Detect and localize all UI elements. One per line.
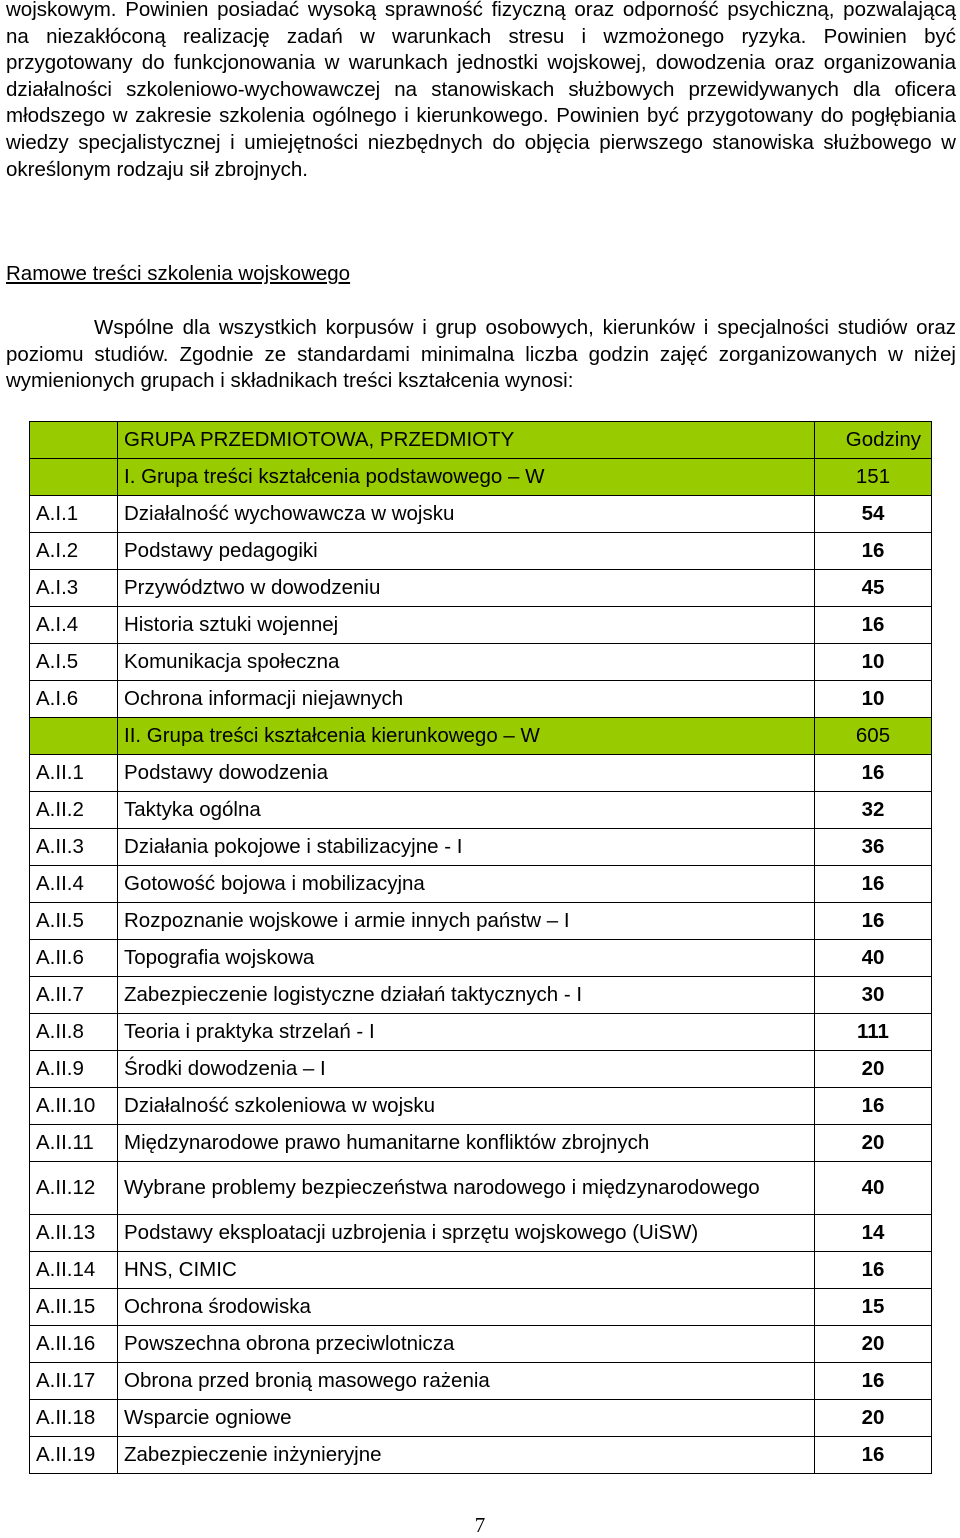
subject-hours: 16 bbox=[815, 903, 932, 940]
subject-code: A.I.1 bbox=[30, 496, 118, 533]
subject-code: A.II.1 bbox=[30, 755, 118, 792]
table-row bbox=[30, 1363, 932, 1400]
subject-name: Powszechna obrona przeciwlotnicza bbox=[118, 1326, 815, 1363]
subject-name: Przywództwo w dowodzeniu bbox=[118, 570, 815, 607]
table-row bbox=[30, 496, 932, 533]
subject-name: Zabezpieczenie logistyczne działań taktycznych - I bbox=[118, 977, 815, 1014]
group-code-cell bbox=[30, 459, 118, 496]
subject-code: A.I.6 bbox=[30, 681, 118, 718]
subject-hours: 20 bbox=[815, 1326, 932, 1363]
subject-hours: 16 bbox=[815, 1363, 932, 1400]
subject-code: A.I.4 bbox=[30, 607, 118, 644]
group-code-cell bbox=[30, 718, 118, 755]
subject-hours: 10 bbox=[815, 644, 932, 681]
table-row bbox=[30, 1014, 932, 1051]
subject-name: Wybrane problemy bezpieczeństwa narodowego i międzynarodowego bbox=[118, 1162, 815, 1215]
subject-hours: 111 bbox=[815, 1014, 932, 1051]
subject-hours: 15 bbox=[815, 1289, 932, 1326]
subject-name: Komunikacja społeczna bbox=[118, 644, 815, 681]
group-row-directional bbox=[30, 718, 932, 755]
subject-hours: 16 bbox=[815, 1252, 932, 1289]
table-row bbox=[30, 1400, 932, 1437]
table-row bbox=[30, 533, 932, 570]
subject-name: Działania pokojowe i stabilizacyjne - I bbox=[118, 829, 815, 866]
subject-hours: 16 bbox=[815, 755, 932, 792]
header-hours-cell: Godziny bbox=[815, 422, 932, 459]
table-row bbox=[30, 644, 932, 681]
table-row bbox=[30, 940, 932, 977]
subject-code: A.II.13 bbox=[30, 1215, 118, 1252]
table-header-row bbox=[30, 422, 932, 459]
table-row bbox=[30, 570, 932, 607]
subject-code: A.II.6 bbox=[30, 940, 118, 977]
subject-name: Podstawy dowodzenia bbox=[118, 755, 815, 792]
subject-name: Środki dowodzenia – I bbox=[118, 1051, 815, 1088]
subject-code: A.I.3 bbox=[30, 570, 118, 607]
subject-code: A.II.10 bbox=[30, 1088, 118, 1125]
table-row bbox=[30, 1051, 932, 1088]
table-row bbox=[30, 829, 932, 866]
subject-hours: 32 bbox=[815, 792, 932, 829]
page-number: 7 bbox=[474, 1513, 486, 1537]
table-row bbox=[30, 977, 932, 1014]
subject-code: A.II.9 bbox=[30, 1051, 118, 1088]
subject-code: A.II.11 bbox=[30, 1125, 118, 1162]
subject-code: A.II.19 bbox=[30, 1437, 118, 1474]
subject-name: Historia sztuki wojennej bbox=[118, 607, 815, 644]
subject-code: A.II.7 bbox=[30, 977, 118, 1014]
subject-code: A.I.5 bbox=[30, 644, 118, 681]
subject-hours: 16 bbox=[815, 866, 932, 903]
subject-code: A.II.17 bbox=[30, 1363, 118, 1400]
table-row bbox=[30, 1215, 932, 1252]
table-row bbox=[30, 681, 932, 718]
subject-code: A.II.2 bbox=[30, 792, 118, 829]
subject-name: Międzynarodowe prawo humanitarne konfliktów zbrojnych bbox=[118, 1125, 815, 1162]
group-row-basic bbox=[30, 459, 932, 496]
subject-hours: 16 bbox=[815, 533, 932, 570]
group-hours-cell: 151 bbox=[815, 459, 932, 496]
table-row bbox=[30, 1125, 932, 1162]
subject-name: Rozpoznanie wojskowe i armie innych państw – I bbox=[118, 903, 815, 940]
subject-code: A.II.18 bbox=[30, 1400, 118, 1437]
subject-hours: 30 bbox=[815, 977, 932, 1014]
subject-hours: 20 bbox=[815, 1051, 932, 1088]
subject-hours: 16 bbox=[815, 1437, 932, 1474]
table-row bbox=[30, 866, 932, 903]
subject-name: Podstawy eksploatacji uzbrojenia i sprzętu wojskowego (UiSW) bbox=[118, 1215, 815, 1252]
subject-hours: 14 bbox=[815, 1215, 932, 1252]
subject-hours: 40 bbox=[815, 1162, 932, 1215]
subject-name: Podstawy pedagogiki bbox=[118, 533, 815, 570]
subject-name: Gotowość bojowa i mobilizacyjna bbox=[118, 866, 815, 903]
subject-code: A.II.15 bbox=[30, 1289, 118, 1326]
subject-name: Ochrona środowiska bbox=[118, 1289, 815, 1326]
subject-code: A.II.16 bbox=[30, 1326, 118, 1363]
subject-hours: 16 bbox=[815, 1088, 932, 1125]
subject-name: HNS, CIMIC bbox=[118, 1252, 815, 1289]
subject-hours: 45 bbox=[815, 570, 932, 607]
section-paragraph: Wspólne dla wszystkich korpusów i grup osobowych, kierunków i specjalności studiów oraz poziomu studiów. Zgodnie ze standardami minimalna liczba godzin zajęć zorganizowanych w niżej wymienionych grupach i składnikach treści kształcenia wynosi: bbox=[6, 316, 956, 393]
subject-code: A.II.4 bbox=[30, 866, 118, 903]
table-row bbox=[30, 792, 932, 829]
subject-name: Taktyka ogólna bbox=[118, 792, 815, 829]
subject-name: Obrona przed bronią masowego rażenia bbox=[118, 1363, 815, 1400]
subject-hours: 20 bbox=[815, 1125, 932, 1162]
subject-code: A.II.12 bbox=[30, 1162, 118, 1215]
header-code-cell bbox=[30, 422, 118, 459]
subjects-table-body bbox=[30, 422, 932, 1474]
section-heading: Ramowe treści szkolenia wojskowego bbox=[6, 262, 351, 285]
subject-name: Topografia wojskowa bbox=[118, 940, 815, 977]
subject-name: Działalność szkoleniowa w wojsku bbox=[118, 1088, 815, 1125]
group-name-cell: II. Grupa treści kształcenia kierunkowego – W bbox=[118, 718, 815, 755]
table-row bbox=[30, 1088, 932, 1125]
subject-name: Wsparcie ogniowe bbox=[118, 1400, 815, 1437]
subject-name: Działalność wychowawcza w wojsku bbox=[118, 496, 815, 533]
table-row bbox=[30, 607, 932, 644]
subject-hours: 10 bbox=[815, 681, 932, 718]
table-row bbox=[30, 1162, 932, 1215]
subject-code: A.II.14 bbox=[30, 1252, 118, 1289]
table-row bbox=[30, 1437, 932, 1474]
subject-code: A.I.2 bbox=[30, 533, 118, 570]
subject-name: Teoria i praktyka strzelań - I bbox=[118, 1014, 815, 1051]
subject-name: Zabezpieczenie inżynieryjne bbox=[118, 1437, 815, 1474]
subject-hours: 40 bbox=[815, 940, 932, 977]
group-name-cell: I. Grupa treści kształcenia podstawowego – W bbox=[118, 459, 815, 496]
subject-code: A.II.5 bbox=[30, 903, 118, 940]
subject-hours: 54 bbox=[815, 496, 932, 533]
subject-hours: 16 bbox=[815, 607, 932, 644]
table-row bbox=[30, 903, 932, 940]
table-row bbox=[30, 1289, 932, 1326]
table-row bbox=[30, 1326, 932, 1363]
subject-hours: 20 bbox=[815, 1400, 932, 1437]
header-name-cell: GRUPA PRZEDMIOTOWA, PRZEDMIOTY bbox=[118, 422, 815, 459]
subject-code: A.II.8 bbox=[30, 1014, 118, 1051]
table-row bbox=[30, 755, 932, 792]
intro-paragraph: wojskowym. Powinien posiadać wysoką sprawność fizyczną oraz odporność psychiczną, pozwalającą na niezakłóconą realizację zadań w warunkach stresu i wzmożonego ryzyka. Powinien być przygotowany do funkcjonowania w warunkach jednostki wojskowej, dowodzenia oraz organizowania działalności szkoleniowo-wychowawczej na stanowiskach służbowych przewidywanych dla oficera młodszego w zakresie szkolenia ogólnego i kierunkowego. Powinien być przygotowany do pogłębiania wiedzy specjalistycznej i umiejętności niezbędnych do objęcia pierwszego stanowiska służbowego w określonym rodzaju sił zbrojnych. bbox=[6, 0, 956, 181]
table-row bbox=[30, 1252, 932, 1289]
subjects-table bbox=[29, 421, 932, 1474]
group-hours-cell: 605 bbox=[815, 718, 932, 755]
subject-name: Ochrona informacji niejawnych bbox=[118, 681, 815, 718]
subject-code: A.II.3 bbox=[30, 829, 118, 866]
subject-hours: 36 bbox=[815, 829, 932, 866]
